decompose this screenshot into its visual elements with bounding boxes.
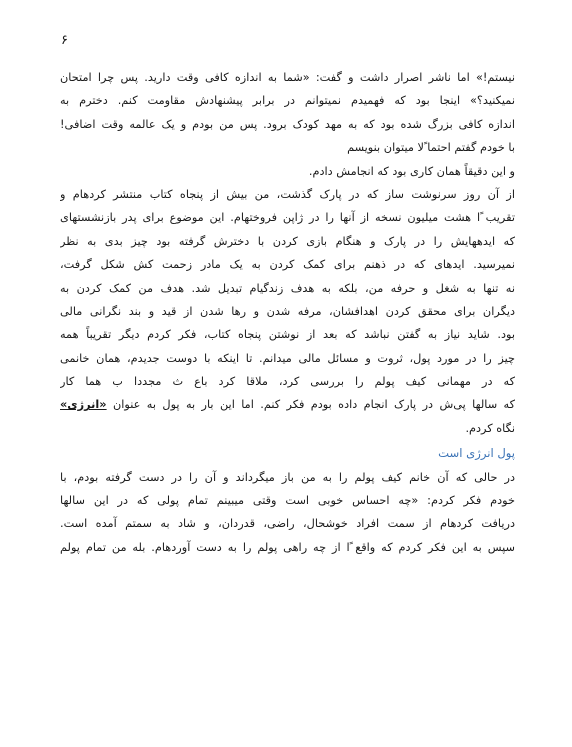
- text-line: چیز را در مورد پول، ثروت و مسائل مالی میدانم. تا اینکه با دوست جدیدم، همان خانمی: [60, 351, 515, 365]
- page-number: ۶: [61, 33, 68, 48]
- text-line: در حالی که آن خانم کیف پولم را به من باز میگرداند و آن را در دست گرفته بودم، با: [60, 470, 515, 484]
- document-body: [60, 66, 515, 559]
- text-line: نیستم!» اما ناشر اصرار داشت و گفت: «شما به اندازه کافی وقت دارید. پس چرا امتحان: [60, 71, 515, 84]
- text-line: نگاه کردم.: [465, 421, 515, 435]
- text-line: و این دقیقاً همان کاری بود که انجامش دادم.: [308, 164, 515, 178]
- text-line: نمیکنید؟» اینجا بود که فهمیدم نمیتوانم در برابر پیشنهادش مقاومت کنم. دخترم به: [60, 94, 515, 108]
- text-line: نه تنها به شغل و حرفه من، بلکه به هدف زندگیام تبدیل شد. هدف من کمک کردن به: [60, 281, 515, 295]
- paragraph-text: که سالها پی‌ش در پارک انجام داده بودم فکر کنم. اما این بار به پول به عنوان: [113, 398, 515, 412]
- text-line: دریافت کردهام از سمت افراد خوشحال، راضی، قدردان، و شاد به سمتم آمده است.: [60, 517, 515, 531]
- text-line: که ایدههایش را در پارک و هنگام بازی کردن با دخترش گرفته بود چیز بدی به نظر: [60, 234, 515, 248]
- text-line-with-emphasis: [60, 393, 515, 416]
- text-line: با خودم گفتم احتما ًلا میتوا‌ن بنویسم: [347, 141, 515, 155]
- emphasis-word: «انرژی»: [60, 398, 107, 412]
- text-line: اندازه کافی بزرگ شده بود که به مهد کودک برود. پس من بودم و یک عالمه وقت اضافی!: [60, 117, 515, 131]
- text-line: بود. شاید نیاز به گفتن نباشد که بعد از نوشتن پنجاه کتاب، فکر کردم دیگر تقریباً همه: [60, 328, 515, 342]
- text-line: سپس به این فکر کردم که واقع ًا از چه راهی پولم را به دست آوردهام. بله من تمام پولم: [60, 540, 515, 554]
- text-line: خودم فکر کردم: «چه احساس خوبی است وقتی میبینم تمام پولی که در این سالها: [60, 494, 515, 508]
- text-line: تقریب ًا هشت میلیون نسخه از آنها را در ژاپن فروختهام. این موضوع برای پدر بازنشستهای: [60, 211, 515, 225]
- text-line: از آن روز سرنوشت ساز که در پارک گذشت، من بیش از پنجاه کتاب منتشر کردهام و: [60, 187, 515, 201]
- text-line: دیگران برای محقق کردن اهدافشان، مرفه شدن و رها شدن از قید و بند نگرانی مالی: [60, 304, 515, 318]
- section-heading: پول انرژی است: [438, 446, 515, 461]
- text-line: نمیرسید. ایدهای که در ذهنم برای کمک کردن به یک مادر زحمت کش شکل گرفت،: [60, 258, 515, 272]
- text-line: که در مهمانی کیف پولم را بررسی کرد، ملاقا کرد باع ث مجددا ب هما کار: [60, 375, 515, 389]
